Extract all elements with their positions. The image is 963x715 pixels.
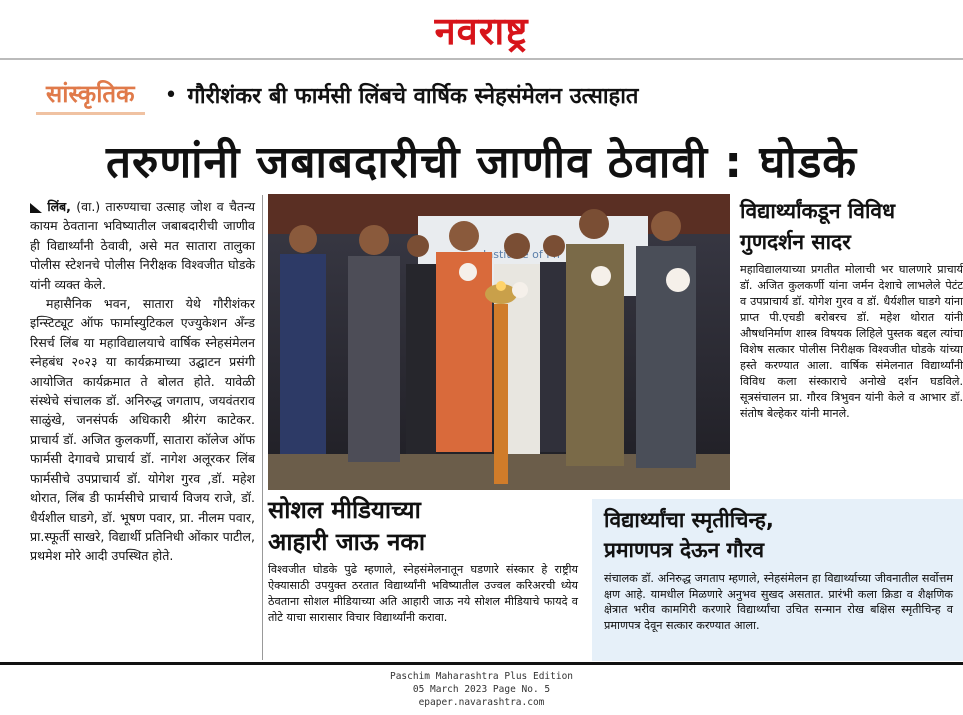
person [636,211,696,468]
rosette-icon [459,263,477,281]
heading-line: सोशल मीडियाच्या [268,496,421,524]
story-social-media-heading [268,494,578,558]
heading-line: प्रमाणपत्र देऊन गौरव [604,538,765,562]
footer-edition: Paschim Maharashtra Plus Edition [389,671,574,682]
story-social-media-body: विश्वजीत घोडके पुढे म्हणाले, स्नेहसंमेलनातून घडणारे संस्कार हे राष्ट्रीय ऐक्यासाठी उपयुक्त ठरतात विद्यार्थ्यांनी भविष्यातील उज्वल करिअरची ध्येय ठेवताना सोशल मीडियाच्या अति आहारी जाऊ नये सोशल मीडियाचे फायदे व तोटे याचा सारासार विचार विद्यार्थ्यांनी करावा. [268,563,578,624]
masthead-divider [0,58,963,60]
main-headline: तरुणांनी जबाबदारीची जाणीव ठेवावी : घोडके [105,137,858,188]
bullet-icon: • [164,82,178,108]
person [436,221,492,452]
person [540,235,570,452]
dateline-arrow-icon [30,203,42,213]
agency: (वा.) [76,199,101,214]
rosette-icon [512,282,528,298]
footer-date-page: 05 March 2023 Page No. 5 [412,684,551,695]
event-photo-illustration [268,194,730,490]
body-paragraph: महासैनिक भवन, सातारा येथे गौरीशंकर इन्स्टिट्यूट ऑफ फार्मास्युटिकल एज्युकेशन अँन्ड रिसर्च लिंब या महाविद्यालयाचे वार्षिक स्नेहसंमेलन स्नेहबंध २०२३ या कार्यक्रमाच्या उद्घाटन प्रसंगी आयोजित कार्यक्रमात ते बोलत होते. यावेळी संस्थेचे संचालक डॉ. अनिरुद्ध जगताप, जयवंतराव साळुंखे, जनसंपर्क अधिकारी श्रीरंग काटेकर. प्राचार्य डॉ. अजित कुलकर्णी, सातारा कॉलेज ऑफ फार्मसी देगावचे प्राचार्य डॉ. नागेश अलूरकर लिंब फार्मसीचे उपप्राचार्य डॉ. योगेश गुरव ,डॉ. महेश थोरात, लिंब डी फार्मसीचे प्राचार्य विजय राजे, डॉ. धैर्यशील घाडगे, डॉ. भूषण पवार, प्रा. नीलम पवार, प्रा.स्फूर्ती साखरे, विद्यार्थी प्रतिनिधी ओंकार पाटील, प्रथमेश मोरे आदी उपस्थित होते. [30,296,255,564]
story-awards-body: संचालक डॉ. अनिरुद्ध जगताप म्हणाले, स्नेहसंमेलन हा विद्यार्थ्याच्या जीवनातील सर्वोत्तम क्षण आहे. यामधील मिळणारे अनुभव सुखद असतात. प्रारंभी कला क्रिडा व शैक्षणिक क्षेत्रात भरीव कामगिरी करणारे विद्यार्थ्यांचा उचित सन्मान रोख बक्षिस स्मृतीचिन्ह व प्रमाणपत्र देवून सत्कार करण्यात आला. [604,572,953,632]
kicker-text: गौरीशंकर बी फार्मसी लिंबचे वार्षिक स्नेहसंमेलन उत्साहात [187,84,639,109]
person [406,235,436,454]
event-photo [268,194,730,490]
column-divider [262,195,263,660]
person [348,225,400,462]
left-column-article [30,197,255,566]
heading-line: गुणदर्शन सादर [740,230,851,254]
footer-divider [0,662,963,665]
story-awards-heading [592,499,963,565]
footer [0,670,963,709]
footer-site-link[interactable]: epaper.navarashtra.com [418,697,545,708]
heading-line: आहारी जाऊ नका [268,528,426,556]
rosette-icon [666,268,690,292]
masthead [0,0,963,60]
heading-line: विद्यार्थ्यांचा स्मृतीचिन्ह, [604,508,774,532]
heading-line: विद्यार्थ्यांकडून विविध [740,199,895,223]
dateline: लिंब, [47,199,71,214]
story-awards [592,499,963,661]
person [280,225,326,454]
story-performances-heading [740,196,963,258]
story-social-media [268,494,578,626]
kicker-bar [36,72,638,118]
story-performances [740,196,963,422]
stage-banner-text: Institute of [483,248,543,261]
rosette-icon [591,266,611,286]
section-label: सांस्कृतिक [36,76,145,115]
lead-paragraph: तारुण्याचा उत्साह जोश व चैतन्य कायम ठेवताना भविष्यातील जबाबदारीची जाणीव ही विद्यार्थ्यांनी ठेवावी, असे मत सातारा तालुका पोलीस स्टेशनचे पोलीस निरीक्षक विश्वजीत घोडके यांनी व्यक्त केले. [30,199,255,292]
navarashtra-logo[interactable]: नवराष्ट्र [434,9,529,53]
person [566,209,624,466]
story-performances-body: महाविद्यालयाच्या प्रगतीत मोलाची भर घालणारे प्राचार्य डॉ. अजित कुलकर्णी यांना जर्मन देशाचे लाभलेले पेटंट व उपप्राचार्य डॉ. योगेश गुरव व डॉ. धैर्यशील घाडगे यांना प्राप्त पी.एचडी बरोबरच डॉ. महेश थोरात यांनी औषधनिर्माण शास्त्र विषयक लिहिले पुस्तक बद्दल त्यांचा विशेष सत्कार पोलीस निरीक्षक विश्वजीत घोडके यांच्या हस्ते करण्यात आला. वार्षिक संमेलनात विद्यार्थ्यांनी विविध कला संस्काराचे अनोखे दर्शन घडविले. सूत्रसंचालन प्रा. गौरव त्रिभुवन यांनी केले व आभार डॉ. संतोष बेल्हेकर यांनी मानले. [740,263,963,420]
